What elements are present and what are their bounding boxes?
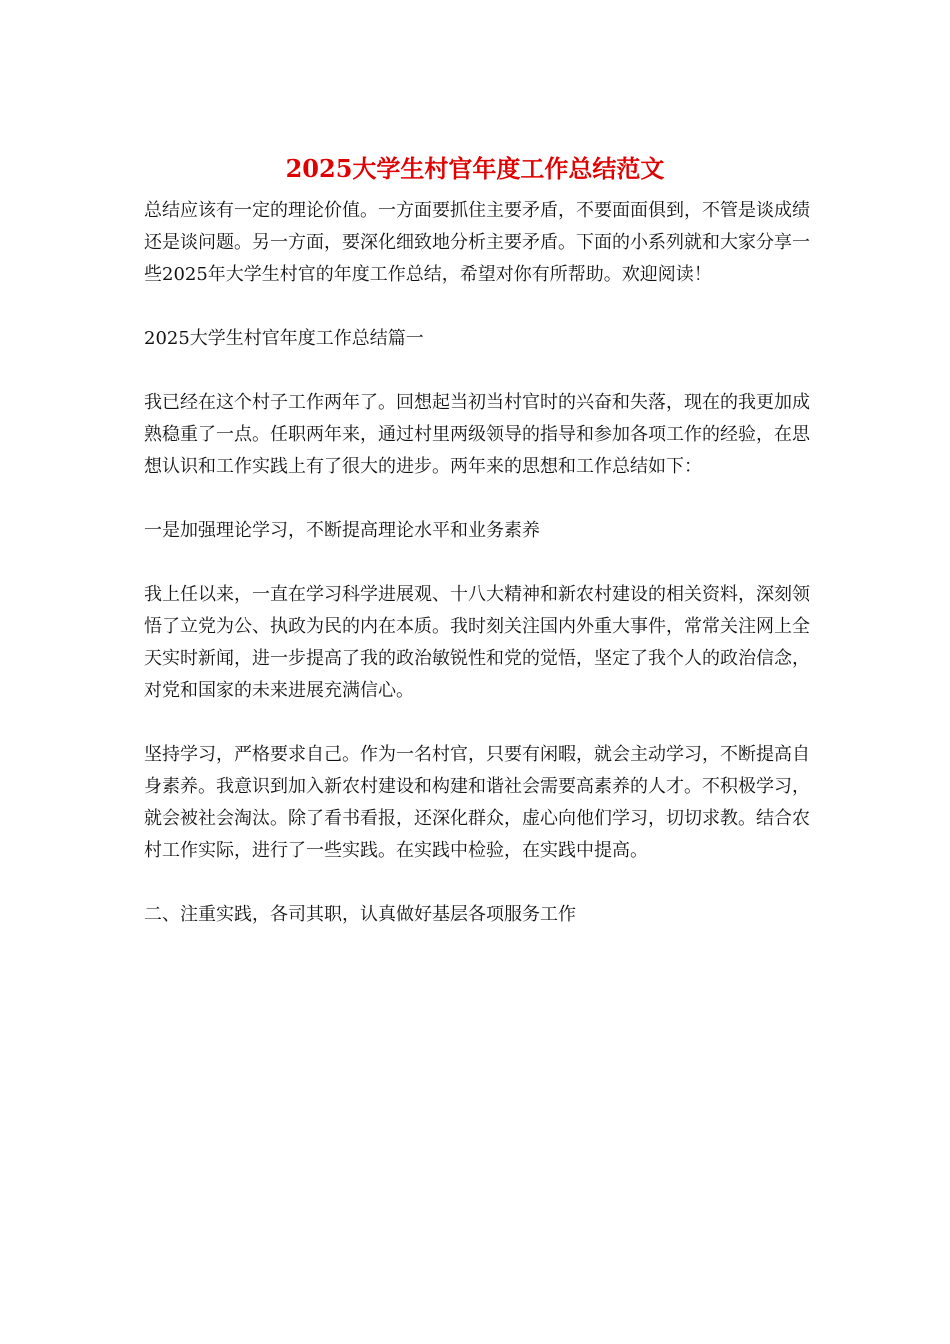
section-heading-part-one: 2025大学生村官年度工作总结篇一 xyxy=(144,328,424,349)
body-paragraph: 我上任以来，一直在学习科学进展观、十八大精神和新农村建设的相关资料，深刻领悟了立党为公、执政为民的内在本质。我时刻关注国内外重大事件，常常关注网上全天实时新闻，进一步提高了我的政治敏锐性和党的觉悟，坚定了我个人的政治信念，对党和国家的未来进展充满信心。 xyxy=(144,584,810,701)
intro-paragraph: 总结应该有一定的理论价值。一方面要抓住主要矛盾，不要面面俱到，不管是谈成绩还是谈问题。另一方面，要深化细致地分析主要矛盾。下面的小系列就和大家分享一些2025年大学生村官的年度工作总结，希望对你有所帮助。欢迎阅读！ xyxy=(144,200,810,285)
subheading-practice-service: 二、注重实践，各司其职，认真做好基层各项服务工作 xyxy=(144,904,576,925)
body-paragraph: 我已经在这个村子工作两年了。回想起当初当村官时的兴奋和失落，现在的我更加成熟稳重了一点。任职两年来，通过村里两级领导的指导和参加各项工作的经验，在思想认识和工作实践上有了很大的进步。两年来的思想和工作总结如下： xyxy=(144,392,810,477)
document-body xyxy=(144,195,810,931)
subheading-theory-study: 一是加强理论学习，不断提高理论水平和业务素养 xyxy=(144,520,540,541)
body-paragraph: 坚持学习，严格要求自己。作为一名村官，只要有闲暇，就会主动学习，不断提高自身素养。我意识到加入新农村建设和构建和谐社会需要高素养的人才。不积极学习，就会被社会淘汰。除了看书看报，还深化群众，虚心向他们学习，切切求教。结合农村工作实际，进行了一些实践。在实践中检验，在实践中提高。 xyxy=(144,744,810,861)
document-title: 2025大学生村官年度工作总结范文 xyxy=(285,154,665,183)
